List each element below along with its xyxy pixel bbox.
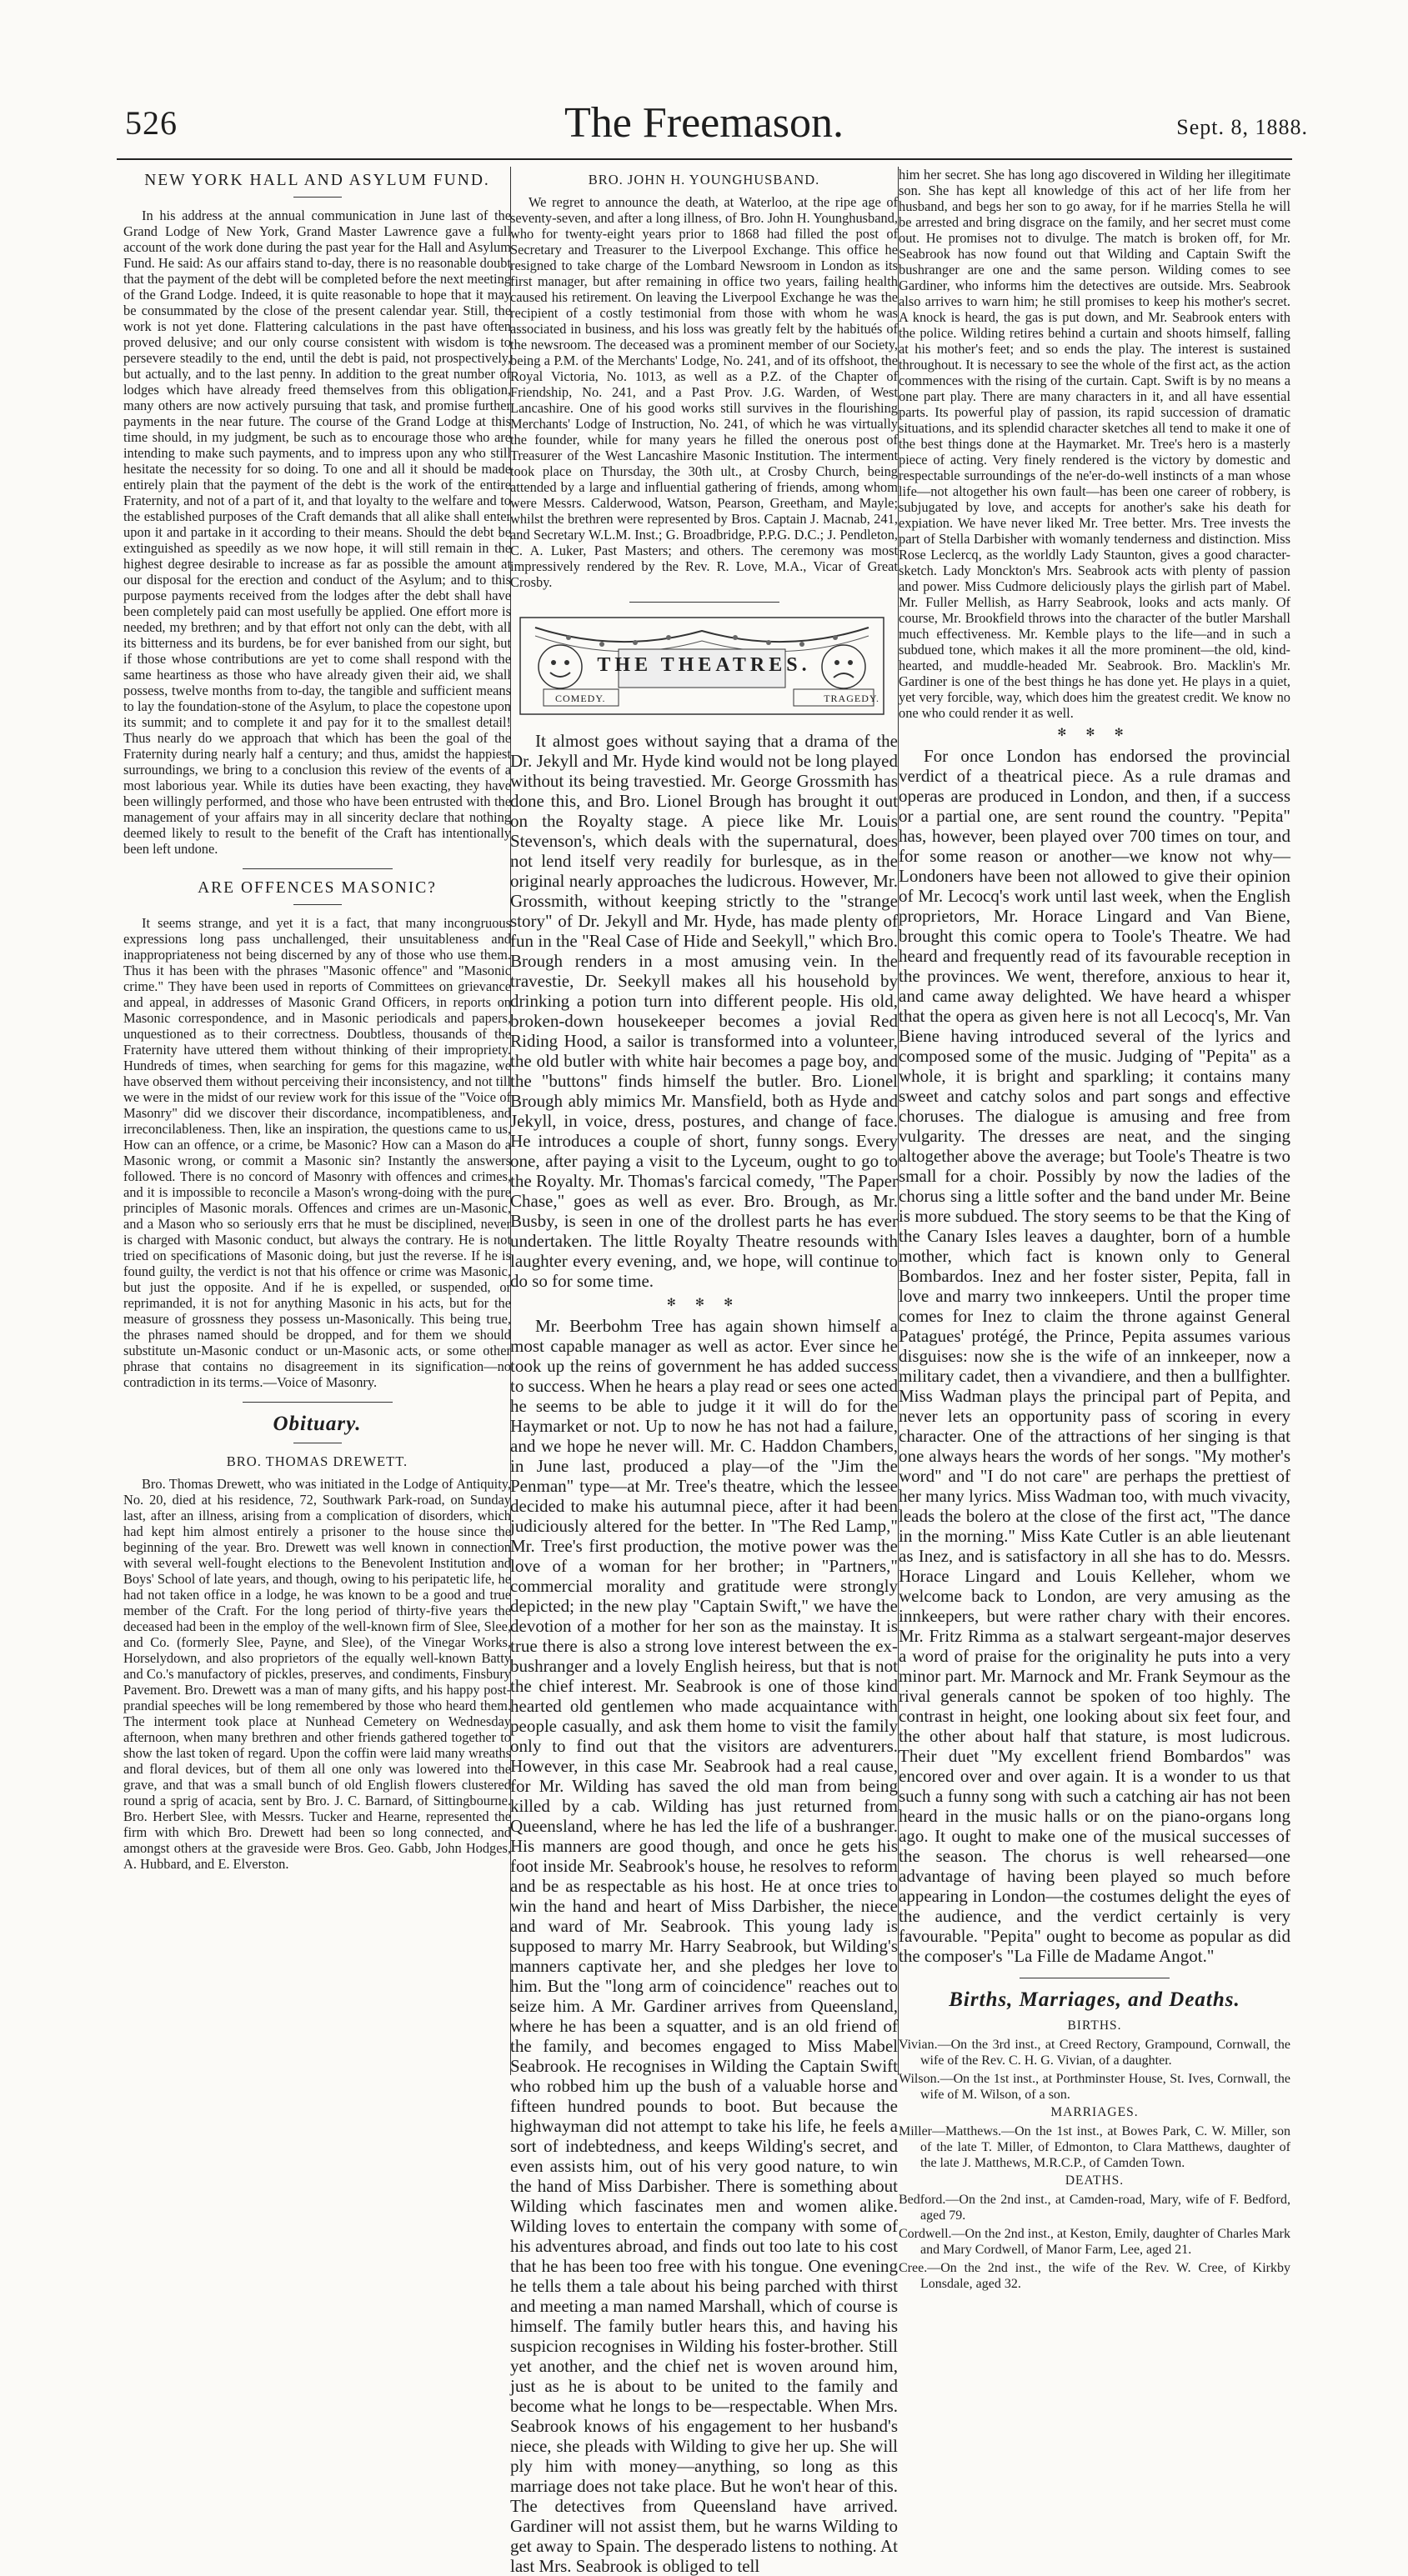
list-item: Cree.—On the 2nd inst., the wife of the Rev. W. Cree, of Kirkby Lonsdale, aged 32. (899, 2261, 1290, 2291)
list-item: Miller—Matthews.—On the 1st inst., at Bowes Park, C. W. Miller, son of the late T. Miller, of Edmonton, to Clara Matthews, daughter of the late J. Matthews, M.R.C.P., of Camden Town. (899, 2124, 1290, 2170)
section-title-obituary: Obituary. (273, 1413, 362, 1435)
section-break-asterisms: ✻ ✻ ✻ (666, 1296, 742, 1308)
list-item: Vivian.—On the 3rd inst., at Creed Rectory, Grampound, Cornwall, the wife of the Rev. C. H. G. Vivian, of a daughter. (899, 2038, 1290, 2068)
article-body: Mr. Beerbohm Tree has again shown himself a most capable manager as well as actor. Ever since he took up the reins of government he has added success to success. When he hears a play read or sees one acted he seems to be able to judge it it will do for the Haymarket or not. Up to now he has not had a failure, and we hope he never will. Mr. C. Haddon Chambers, in June last, produced a play—of the "Jim the Penman" type—at Mr. Tree's theatre, which the lessee decided to make his autumnal piece, after it had been judiciously altered for the better. In "The Red Lamp," Mr. Tree's first production, the motive power was the love of a woman for her brother; in "Partners," commercial morality and gratitude were strongly depicted; in the new play "Captain Swift," we have the devotion of a mother for her son as the mainstay. It is true there is also a strong love interest between the ex-bushranger and a lovely English heiress, but that is not the chief interest. Mr. Seabrook is one of those kind hearted old gentlemen who made acquaintance with people casually, and ask them home to visit the family only to find out that the visitors are adventurers. However, in this case Mr. Seabrook had a real cause, for Mr. Wilding has saved the old man from being killed by a cab. Wilding has just returned from Queensland, where he has led the life of a bushranger. His manners are good though, and once he gets his foot inside Mr. Seabrook's house, he resolves to reform and be as respectable as his host. He at once tries to win the hand and heart of Miss Darbisher, the niece and ward of Mr. Seabrook. This young lady is supposed to marry Mr. Harry Seabrook, but Wilding's manners captivate her, and she pledges her love to him. But the "long arm of coincidence" reaches out to seize him. A Mr. Gardiner arrives from Queensland, where he has been a squatter, and is an old friend of the family, and becomes engaged to Miss Mabel Seabrook. He recognises in Wilding the Captain Swift who robbed him up the bush of a valuable horse and fifteen hundred pounds to boot. But because the highwayman did not attempt to take his life, he feels a sort of indebtedness, and keeps Wilding's secret, and even assists him, out of his very good nature, to win the hand of Miss Darbisher. There is something about Wilding which fascinates men and women alike. Wilding loves to entertain the company with some of his adventures abroad, and finds out too late to his cost that he has been too free with his tongue. One evening he tells them a tale about his being parched with thirst and meeting a man named Marshall, which of course is himself. The family butler hears this, and having his suspicion recognises in Wilding his foster-brother. Still yet another, and the chief net is woven around him, just as he is about to be united to the family and become what he longs to be—respectable. When Mrs. Seabrook knows of his engagement to her husband's niece, she pleads with Wilding to give her up. She will ply him with money—anything, so long as this marriage does not take place. But he won't hear of this. The detectives from Queensland have arrived. Gardiner will not assist them, but he warns Wilding to get away to Spain. The desperado listens to nothing. At last Mrs. Seabrook is obliged to tell (510, 1316, 898, 2576)
page-number: 526 (125, 104, 178, 142)
section-title-bmd: Births, Marriages, and Deaths. (949, 1988, 1240, 2011)
subheading-births: BIRTHS. (1067, 2018, 1122, 2033)
masthead (0, 98, 1408, 150)
newspaper-title: The Freemason. (564, 99, 844, 147)
theatres-banner (510, 613, 898, 719)
list-item: Bedford.—On the 2nd inst., at Camden-road, Mary, wife of F. Bedford, aged 79. (899, 2193, 1290, 2223)
section-rule (243, 1402, 393, 1403)
article-body: Bro. Thomas Drewett, who was initiated in the Lodge of Antiquity, No. 20, died at his residence, 72, Southwark Park-road, on Sunday last, after an illness, arising from a complication of disorders, which had kept him almost entirely a prisoner to the house since the beginning of the year. Bro. Drewett was well known in connection with several well-fought elections to the Benevolent Institution and Boys' School of late years, and though, owing to his peripatetic life, he had not taken office in a lodge, he was known to be a good and true member of the Craft. For the long period of thirty-five years the deceased had been in the employ of the well-known firm of Slee, Slee, and Co. (formerly Slee, Payne, and Slee), of the Vinegar Works, Horselydown, and also proprietors of the equally well-known Batty and Co.'s manufactory of pickles, preserves, and condiments, Finsbury Pavement. Bro. Drewett was a man of many gifts, and his happy post-prandial speeches will be long remembered by those who heard them. The interment took place at Nunhead Cemetery on Wednesday afternoon, when many brethren and other friends gathered together to show the last token of regard. Upon the coffin were laid many wreaths and floral devices, but of them all one only was lowered into the grave, and that was a small bunch of old English flowers clustered round a sprig of acacia, sent by Bro. J. C. Barnard, of Sittingbourne. Bro. Herbert Slee, with Messrs. Tucker and Hearne, represented the firm with which Bro. Drewett had been so long connected, and amongst others at the graveside were Bros. Geo. Gabb, John Hodges, A. Hubbard, and E. Elverston. (123, 1476, 511, 1872)
section-break-asterisms: ✻ ✻ ✻ (1057, 726, 1132, 738)
subheading-marriages: MARRIAGES. (1050, 2105, 1139, 2119)
article-heading: BRO. THOMAS DREWETT. (226, 1453, 408, 1469)
article-body: In his address at the annual communication in June last of the Grand Lodge of New York, Grand Master Lawrence gave a full account of the work done during the past year for the Hall and Asylum Fund. He said: As our affairs stand to-day, there is no reasonable doubt that the payment of the debt will be completed before the next meeting of the Grand Lodge. Indeed, it is quite reasonable to hope that it may be consummated by the close of the present calendar year. Still, the work is not yet done. Flattering calculations in the past have often proved delusive; and our only course consistent with wisdom is to persevere steadily to the end, until the debt is paid, not prospectively, but actually, and to the last penny. In addition to the great number of lodges which have already freed themselves from this obligation, many others are now actively pursuing that task, and promise further payments in the near future. The course of the Grand Lodge at this time should, in my judgment, be such as to encourage those who are intending to make such payments, and to impress upon any who still hesitate the necessity for so doing. To one and all it should be made entirely plain that the payment of the debt is the work of the entire Fraternity, and not of a part of it, and that loyalty to the welfare and to the established purposes of the Craft demands that all alike shall enter upon it and partake in it according to their means. Should the debt be extinguished as speedily as we now hope, it will still remain in the highest degree desirable to increase as far as possible the amount at our disposal for the erection and conduct of the Asylum; and to this purpose payments received from the lodges after the debt shall have been completely paid can most usefully be applied. One effort more is needed, my brethren; and by that effort not only can the debt, with all its bitterness and its burdens, be for ever banished from our sight, but if those whose contributions are yet to come shall respond with the same heartiness as those who have already given their aid, we shall possess, twelve months from to-day, the tangible and sufficient means to lay the foundation-stone of the Asylum, to place the copestone upon its summit; and to complete it and pay for it to the smallest detail! Thus nearly do we approach that which has been the goal of the Fraternity during nearly half a century; and thus, amidst the happiest surroundings, we bring to a conclusion this review of the events of a most laborious year. While its duties have been exacting, they have been willingly performed, and those who have been entrusted with the management of your affairs may in all sincerity declare that nothing deemed likely to result to the benefit of the Craft has intentionally been left undone. (123, 208, 511, 857)
article-heading: BRO. JOHN H. YOUNGHUSBAND. (588, 172, 820, 188)
list-item: Wilson.—On the 1st inst., at Porthminster House, St. Ives, Cornwall, the wife of M. Wilson, of a son. (899, 2072, 1290, 2102)
article-body: It almost goes without saying that a drama of the Dr. Jekyll and Mr. Hyde kind would not be long played without its being travestied. Mr. George Grossmith has done this, and Bro. Lionel Brough has brought it out on the Royalty stage. A piece like Mr. Louis Stevenson's, which deals with the supernatural, does not lend itself very readily for burlesque, as in the original nearly approaches the ludicrous. However, Mr. Grossmith, without keeping strictly to the "strange story" of Dr. Jekyll and Mr. Hyde, has made plenty of fun in the "Real Case of Hide and Seekyll," which Bro. Brough renders in a most amusing vein. In the travestie, Dr. Seekyll makes all his household by drinking a potion turn into different people. His old, broken-down housekeeper becomes a jovial Red Riding Hood, a sailor is transformed into a volunteer, the old butler with white hair becomes a page boy, and the "buttons" finds himself the butler. Bro. Lionel Brough ably mimics Mr. Mansfield, both as Hyde and Jekyll, in voice, dress, postures, and change of face. He introduces a couple of short, funny songs. Every one, after paying a visit to the Lyceum, ought to go to the Royalty. Mr. Thomas's farcical comedy, "The Paper Chase," goes as well as ever. Bro. Brough, as Mr. Busby, is seen in one of the drollest parts he has ever undertaken. The little Royalty Theatre resounds with laughter every evening, and, we hope, will continue to do so for some time. (510, 731, 898, 1291)
article-heading: ARE OFFENCES MASONIC? (198, 879, 437, 897)
masthead-rule (117, 158, 1292, 160)
deaths-list (899, 2192, 1290, 2292)
section-rule (243, 868, 393, 869)
section-rule (629, 602, 779, 603)
list-item: Cordwell.—On the 2nd inst., at Keston, Emily, daughter of Charles Mark and Mary Cordwell, of Manor Farm, Lee, aged 21. (899, 2227, 1290, 2257)
article-body: It seems strange, and yet it is a fact, that many incongruous expressions long pass unchallenged, their unsuitableness and inappropriateness not being discerned by any of those who use them. Thus it has been with the phrases "Masonic offence" and "Masonic crime." They have been used in reports of Committees on grievance and appeal, in addresses of Masonic Grand Officers, in reports on Masonic correspondence, and in Masonic periodicals and papers, unquestioned as to their correctness. Doubtless, thousands of the Fraternity have uttered them without thinking of their impropriety. Hundreds of times, when searching for gems for this magazine, we have observed them without perceiving their inconsistency, and not till we were in the midst of our review work for this issue of the "Voice of Masonry" did we discover their discordance, incompatibleness, and irreconcilableness. Then, like an inspiration, the questions came to us, How can an offence, or a crime, be Masonic? How can a Mason do a Masonic wrong, or commit a Masonic sin? Instantly the answers followed. There is no concord of Masonry with offences and crimes, and it is impossible to reconcile a Mason's wrong-doing with the pure principles of Masonic morals. Offences and crimes are un-Masonic, and a Mason who so seriously errs that he must be disciplined, never is charged with Masonic conduct, but always the contrary. He is not tried on specifications of Masonic doing, but just the reverse. If he is found guilty, the verdict is not that his offence or crime was Masonic, but just the opposite. And if he is expelled, or suspended, or reprimanded, it is not for anything Masonic in his acts, but for the measure of grossness they possess un-Masonically. This being true, the phrases named should be dropped, and for them we should substitute un-Masonic conduct or un-Masonic acts, or some other phrase that contains no disagreement in its signification—no contradiction in its terms.—Voice of Masonry. (123, 915, 511, 1390)
article-body: For once London has endorsed the provincial verdict of a theatrical piece. As a rule dramas and operas are produced in London, and then, if a success or a partial one, are sent round the country. "Pepita" has, however, been played over 700 times on tour, and for some reason or another—we know not why—Londoners have been not allowed to give their opinion of Mr. Lecocq's work until last week, when the English proprietors, Mr. Horace Lingard and Van Biene, brought this comic opera to Toole's Theatre. We had heard and frequently read of its favourable reception in the provinces. We went, therefore, anxious to hear it, and came away delighted. We have heard a whisper that the opera as given here is not all Lecocq's, Mr. Van Biene having introduced several of the lyrics and composed some of the music. Judging of "Pepita" as a whole, it is bright and sparkling; it contains many sweet and catchy solos and part songs and effective choruses. The dialogue is amusing and free from vulgarity. The dresses are neat, and the singing altogether above the average; but Toole's Theatre is two small for a choir. Possibly by now the ladies of the chorus sing a little softer and the band under Mr. Beine is more subdued. The story seems to be that the King of the Canary Isles leaves a daughter, born of a humble mother, which fact is known only to General Bombardos. Inez and her foster sister, Pepita, fall in love and marry two innkeepers. Until the proper time comes for Inez to claim the throne against General Patagues' protégé, the Prince, Pepita assumes various disguises: now she is the wife of an innkeeper, now a military cadet, then a vivandiere, and then a bullfighter. Miss Wadman plays the principal part of Pepita, and never lets an opportunity pass of scoring in every character. One of the attractions of her singing is that one always hears the words of her songs. "My mother's word" and "I do not care" are perhaps the prettiest of her many lyrics. Miss Wadman too, with much vivacity, leads the bolero at the close of the first act, "The dance in the morning." Miss Kate Cutler is an able lieutenant as Inez, and is satisfactory in all she has to do. Messrs. Horace Lingard and Louis Kelleher, whom we welcome back to London, are very amusing as the innkeepers, but were rather chary with their encores. Mr. Fritz Rimma as a stalwart sergeant-major deserves a word of praise for the originality he puts into a very minor part. Mr. Marnock and Mr. Frank Seymour as the rival generals cannot be spoken of too highly. The contrast in height, one looking about six feet four, and the other about half that stature, is most ludicrous. Their duet "My excellent friend Bombardos" was encored over and over again. It is a wonder to us that such a funny song with such a catching air has not been heard in the music halls or on the piano-organs long ago. It ought to make one of the musical successes of the season. The chorus is well rehearsed—one advantage of having been played so much before appearing in London—the costumes delight the eyes of the audience, and the verdict certainly is very favourable. "Pepita" ought to become as popular as did the composer's "La Fille de Madame Angot." (899, 746, 1290, 1966)
heading-rule (293, 197, 342, 198)
column-2 (510, 167, 898, 2576)
banner-title: THE THEATRES. (597, 654, 811, 676)
column-3 (899, 167, 1290, 2291)
subheading-deaths: DEATHS. (1065, 2173, 1125, 2188)
article-heading: NEW YORK HALL AND ASYLUM FUND. (144, 172, 490, 189)
heading-rule (293, 904, 342, 905)
banner-label-tragedy: TRAGEDY. (824, 693, 879, 704)
births-list (899, 2037, 1290, 2103)
article-body: him her secret. She has long ago discovered in Wilding her illegitimate son. She has kept all knowledge of this act of her life from her husband, and begs her son to go away, for if he marries Stella he will be arrested and bring disgrace on the family, and her secret must come out. He promises not to divulge. The match is broken off, for Mr. Seabrook has now found out that Wilding and Captain Swift the bushranger are one and the same person. Wilding comes to see Gardiner, who informs him the detectives are outside. Mrs. Seabrook also arrives to warn him; he still promises to keep his mother's secret. A knock is heard, the gas is put down, and Mr. Seabrook enters with the police. Wilding retires behind a curtain and shoots himself, falling at his mother's feet; and so ends the play. The interest is sustained throughout. It is necessary to see the whole of the first act, as the action commences with the rising of the curtain. Capt. Swift is by no means a one part play. There are many characters in it, and all have essential parts. Its powerful play of passion, its rapid succession of dramatic situations, and its splendid character sketches all tend to make it one of the best things done at the Haymarket. Mr. Tree's hero is a masterly piece of acting. Very finely rendered is the victory by domestic and respectable surroundings of the ne'er-do-well instincts of a man whose life—not altogether his own fault—has been one career of robbery, is subjugated by love, and accepts for another's sake his death for expiation. We have never liked Mr. Tree better. Mrs. Tree invests the part of Stella Darbisher with womanly tenderness and distinction. Miss Rose Leclercq, as the worldly Lady Staunton, gives a good character-sketch. Lady Monckton's Mrs. Seabrook acts with plenty of passion and power. Miss Cudmore deliciously plays the girlish part of Mabel. Mr. Fuller Mellish, as Harry Seabrook, looks and acts manly. Of course, Mr. Brookfield throws into the character of the butler Marshall much effectiveness. Mr. Kemble plays to the life—and in such a subdued tone, which makes it all the more prominent—the old, kind-hearted, and muddle-headed Mr. Seabrook. Bro. Macklin's Mr. Gardiner is one of the best things he has done yet. He plays in a quiet, yet very forcible, way, which does him the greatest credit. We know no one who could render it as well. (899, 167, 1290, 721)
banner-label-comedy: COMEDY. (555, 693, 606, 704)
issue-date: Sept. 8, 1888. (1176, 115, 1308, 139)
article-body: We regret to announce the death, at Waterloo, at the ripe age of seventy-seven, and after a long illness, of Bro. John H. Younghusband, who for twenty-eight years prior to 1868 had filled the post of Secretary and Treasurer to the Liverpool Exchange. This office he resigned to take charge of the Lombard Newsroom in London as its first manager, but after remaining in office two years, failing health caused his retirement. On leaving the Liverpool Exchange he was the recipient of a costly testimonial from those with whom he was associated in business, and his loss was greatly felt by the habitués of the newsroom. The deceased was a prominent member of our Society, being a P.M. of the Merchants' Lodge, No. 241, and of its offshoot, the Royal Victoria, No. 1013, as well as a P.Z. of the Chapter of Friendship, No. 241, and a Past Prov. J.G. Warden, of West Lancashire. One of his good works still survives in the flourishing Merchants' Lodge of Instruction, No. 241, of which he was virtually the founder, while for many years he filled the onerous post of Treasurer of the West Lancashire Masonic Institution. The interment took place on Thursday, the 30th ult., at Crosby Church, being attended by a large and influential gathering of friends, among whom were Messrs. Calderwood, Watson, Pearson, Greetham, and Mayle; whilst the brethren were represented by Bros. Captain J. Macnab, 241, and Secretary W.L.M. Inst.; G. Broadbridge, P.P.G. D.C.; J. Pendleton, C. A. Luker, Past Masters; and others. The ceremony was most impressively rendered by the Rev. R. Love, M.A., Vicar of Great Crosby. (510, 194, 898, 590)
marriages-list (899, 2123, 1290, 2171)
column-1 (123, 167, 511, 2075)
